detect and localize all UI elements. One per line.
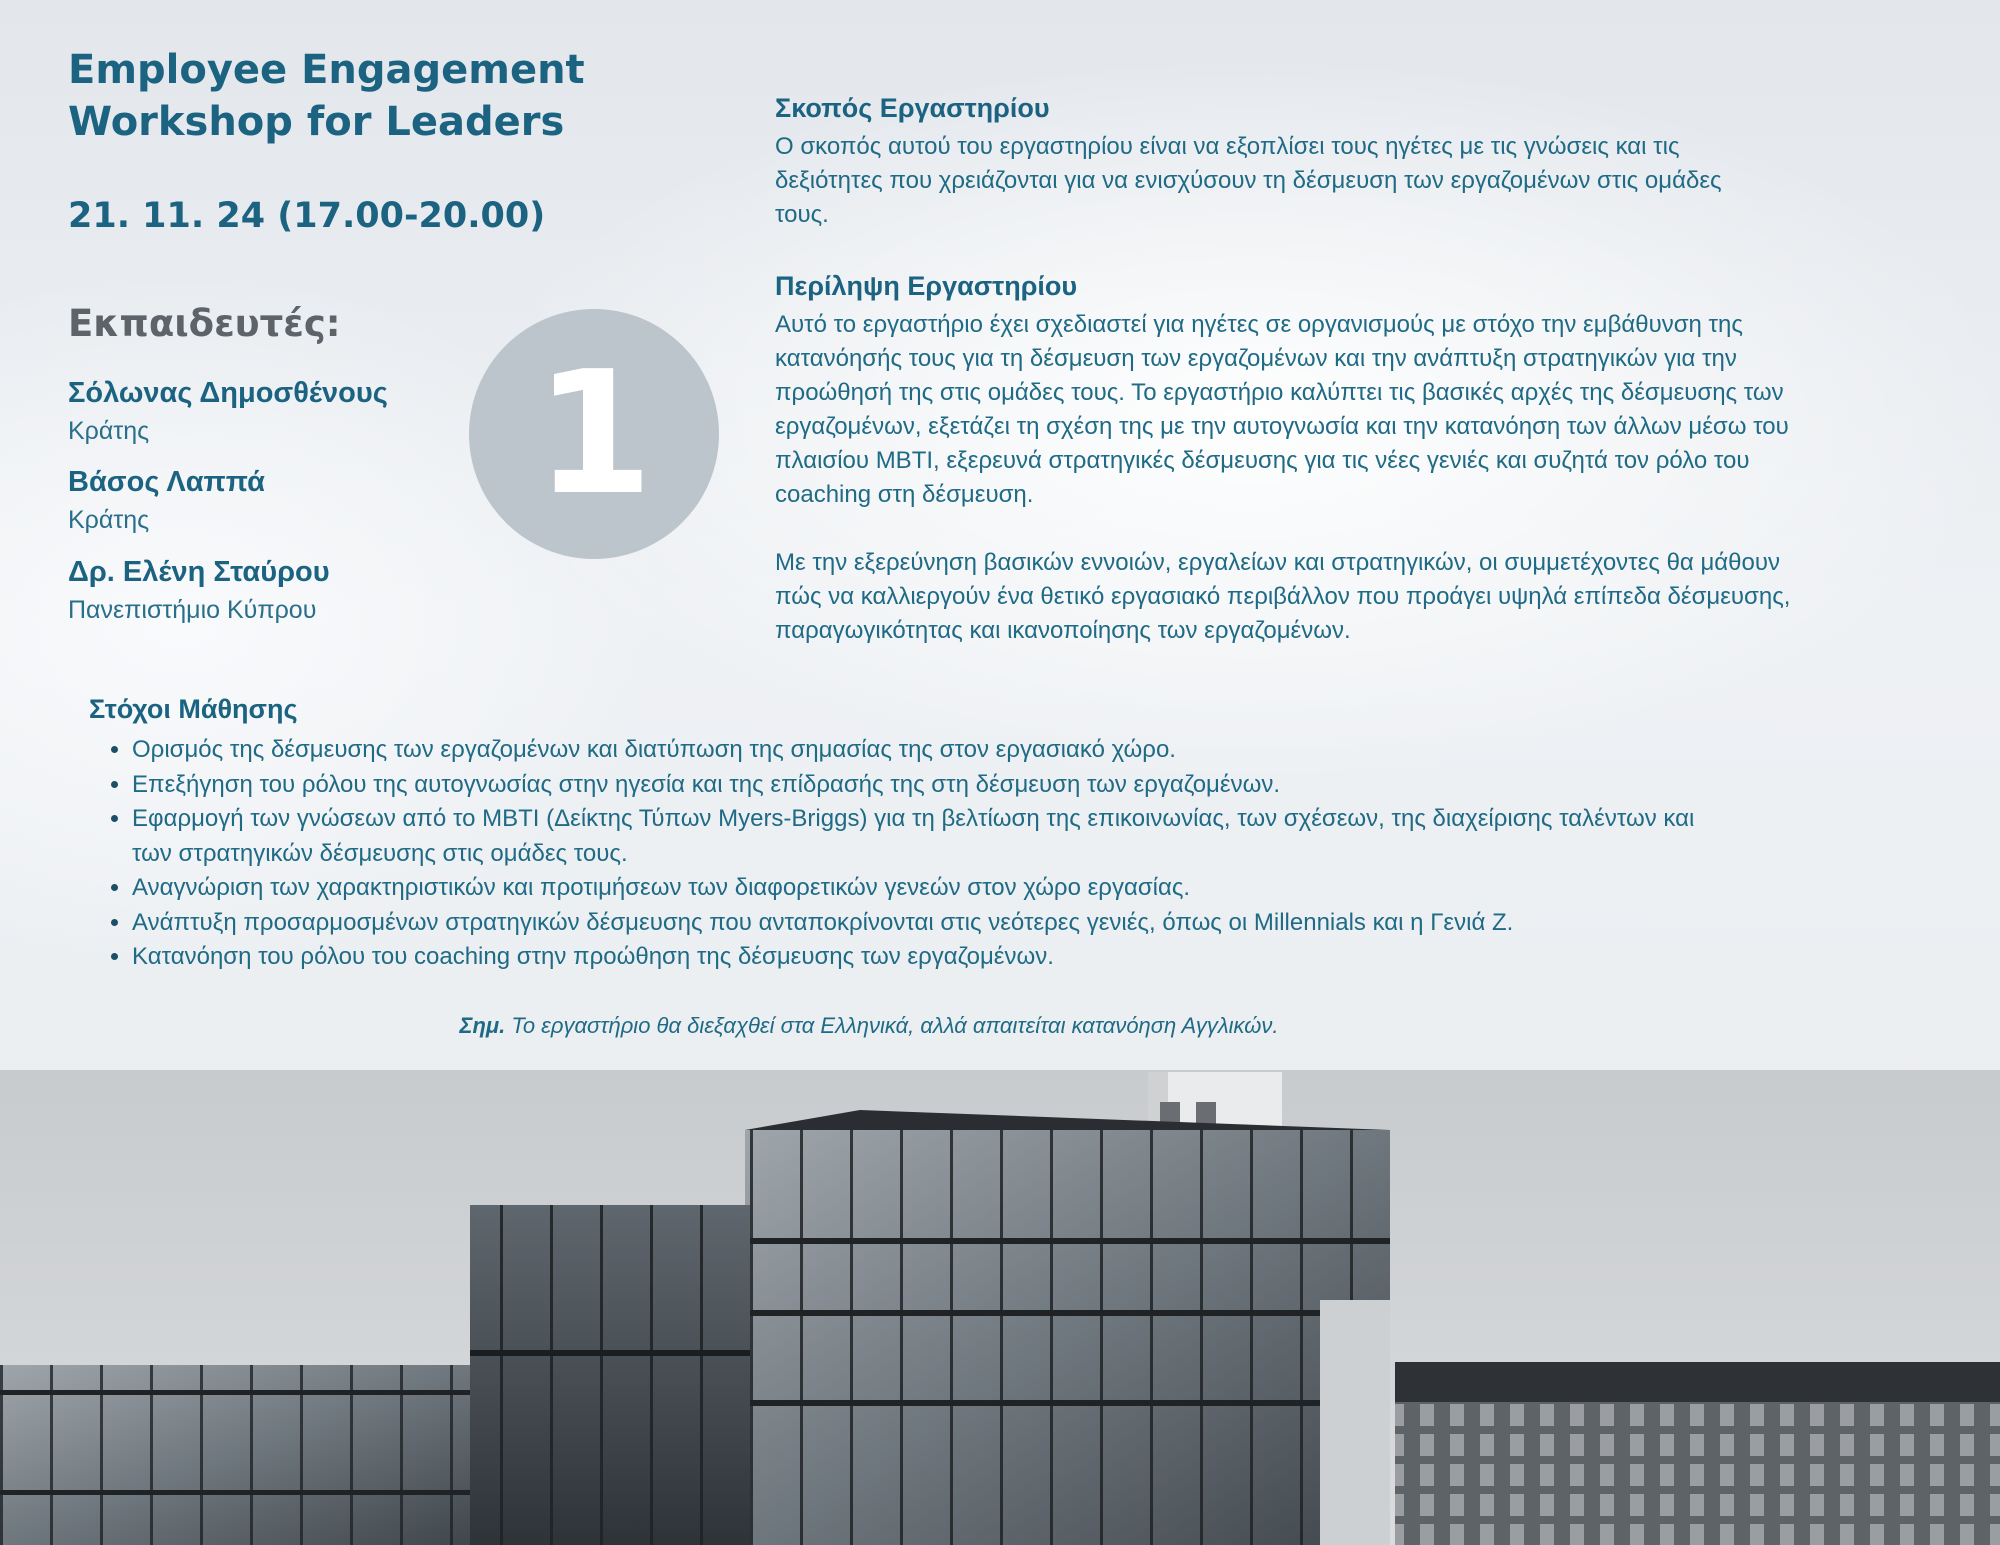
note-text: Το εργαστήριο θα διεξαχθεί στα Ελληνικά, αλλά απαιτείται κατανόηση Αγγλικών. xyxy=(505,1013,1279,1038)
purpose-text xyxy=(775,130,1975,232)
text-line: πώς να καλλιεργούν ένα θετικό εργασιακό περιβάλλον που προάγει υψηλά επίπεδα δέσμευσης, xyxy=(775,583,1791,610)
list-item xyxy=(132,906,1992,941)
language-note xyxy=(0,1013,1738,1039)
trainer-name: Βάσος Λαππά xyxy=(68,466,265,498)
trainer-name: Δρ. Ελένη Σταύρου xyxy=(68,556,330,588)
summary-heading: Περίληψη Εργαστηρίου xyxy=(775,271,1078,301)
item-text: • Εφαρμογή των γνώσεων από το MBTI (Δείκτης Τύπων Myers-Briggs) για τη βελτίωση της επικοινωνίας, των σχέσεων, της διαχείρισης ταλέντων και xyxy=(132,805,1695,832)
trainer-1 xyxy=(68,373,388,449)
text-line: τους. xyxy=(775,201,829,228)
item-text: Επεξήγηση του ρόλου της αυτογνωσίας στην ηγεσία και της επίδρασής της στη δέσμευση των εργαζομένων. xyxy=(132,770,1280,798)
trainer-2 xyxy=(68,462,265,538)
summary-paragraph-2 xyxy=(775,546,1985,648)
list-item xyxy=(132,733,1992,768)
list-item xyxy=(132,871,1992,906)
item-text: Ορισμός της δέσμευσης των εργαζομένων και διατύπωση της σημασίας της στον εργασιακό χώρο. xyxy=(132,736,1176,763)
text-line: δεξιότητες που χρειάζονται για να ενισχύσουν τη δέσμευση των εργαζομένων στις ομάδες xyxy=(775,167,1722,194)
title-line-2: Workshop for Leaders xyxy=(68,99,565,145)
workshop-date: 21. 11. 24 (17.00-20.00) xyxy=(68,196,546,236)
text-line: coaching στη δέσμευση. xyxy=(775,481,1034,508)
text-line: πλαισίου MBTI, εξερευνά στρατηγικές δέσμευσης για τις νέες γενιές και συζητά τον ρόλο του xyxy=(775,447,1750,474)
summary-paragraph-1 xyxy=(775,308,1985,512)
list-item xyxy=(132,802,1992,871)
list-item xyxy=(132,768,1992,803)
workshop-number-badge: 1 xyxy=(469,309,719,559)
text-line: Ο σκοπός αυτού του εργαστηρίου είναι να εξοπλίσει τους ηγέτες με τις γνώσεις και τις xyxy=(775,133,1680,160)
text-line: κατανόησής τους για τη δέσμευση των εργαζομένων και την ανάπτυξη στρατηγικών για την xyxy=(775,345,1737,372)
item-text: των στρατηγικών δέσμευσης στις ομάδες τους. xyxy=(132,839,628,867)
trainer-org: Πανεπιστήμιο Κύπρου xyxy=(68,596,317,624)
trainer-3 xyxy=(68,552,330,628)
workshop-title xyxy=(68,44,628,148)
text-line: Αυτό το εργαστήριο έχει σχεδιαστεί για ηγέτες σε οργανισμούς με στόχο την εμβάθυνση της xyxy=(775,311,1743,338)
trainer-org: Κράτης xyxy=(68,417,150,445)
item-text: Κατανόηση του ρόλου του coaching στην προώθηση της δέσμευσης των εργαζομένων. xyxy=(132,943,1054,970)
trainers-heading: Εκπαιδευτές: xyxy=(68,302,341,345)
trainer-name: Σόλωνας Δημοσθένους xyxy=(68,377,388,409)
text-line: παραγωγικότητας και ικανοποίησης των εργαζομένων. xyxy=(775,617,1351,644)
trainer-org: Κράτης xyxy=(68,506,150,534)
item-text: Αναγνώριση των χαρακτηριστικών και προτιμήσεων των διαφορετικών γενεών στον χώρο εργασίας. xyxy=(132,874,1191,901)
purpose-heading: Σκοπός Εργαστηρίου xyxy=(775,93,1050,123)
text-line: εργαζομένων, εξετάζει τη σχέση της με την αυτογνωσία και την κατανόηση των άλλων μέσω του xyxy=(775,413,1789,440)
list-item xyxy=(132,940,1992,975)
goals-list xyxy=(100,733,1992,975)
goals-heading: Στόχοι Μάθησης xyxy=(89,694,298,724)
building-photo xyxy=(0,1070,2000,1545)
text-line: Με την εξερεύνηση βασικών εννοιών, εργαλείων και στρατηγικών, οι συμμετέχοντες θα μάθουν xyxy=(775,549,1780,576)
title-line-1: Employee Engagement xyxy=(68,47,585,93)
item-text: Ανάπτυξη προσαρμοσμένων στρατηγικών δέσμευσης που ανταποκρίνονται στις νεότερες γενιές, όπως οι Millennials και η Γενιά Z. xyxy=(132,908,1514,936)
text-line: προώθησή της στις ομάδες τους. Το εργαστήριο καλύπτει τις βασικές αρχές της δέσμευσης των xyxy=(775,379,1784,406)
note-label: Σημ. xyxy=(459,1013,506,1038)
